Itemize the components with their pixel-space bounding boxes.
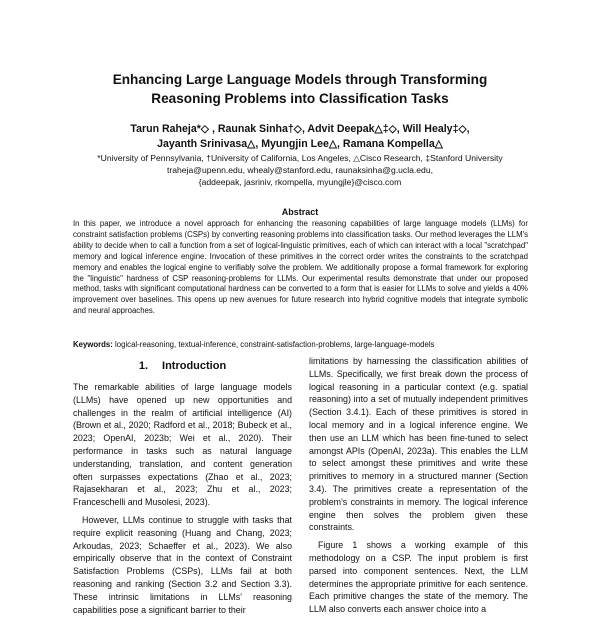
section-number: 1.	[138, 360, 149, 372]
email-line-1: traheja@upenn.edu, whealy@stanford.edu, raunaksinha@g.ucla.edu,	[166, 165, 434, 175]
keywords-label: Keywords:	[73, 340, 113, 349]
left-paragraph-2: However, LLMs continue to struggle with tasks that require explicit reasoning (Huang and Chang, 2023; Arkoudas, 2023; Schaeffer et al., 2023). We also empirically observe that in the context of Constraint Satisfaction Problems (CSPs), LLMs fail at both reasoning and ranking (Section 3.2 and Section 3.3). These intrinsic limitations in LLMs' reasoning capabilities pose a significant barrier to their	[73, 514, 292, 615]
paper-title	[60, 70, 540, 108]
left-paragraph-1: The remarkable abilities of large language models (LLMs) have opened up new opportunities and challenges in the realm of artificial intelligence (AI) (Brown et al., 2020; Radford et al., 2018; Bubeck et al., 2023; OpenAI, 2023b; Wei et al., 2020). Their performance in tasks such as natural language understanding, translation, and content generation often surpasses expectations (Zhao et al., 2023; Rajasekharan et al., 2023; Zhu et al., 2023; Franceschelli and Musolesi, 2023).	[73, 382, 292, 508]
authors-line-2: Jayanth Srinivasa△, Myungjin Lee△, Ramana Kompella△	[157, 138, 443, 150]
keywords	[73, 339, 528, 350]
title-line-1: Enhancing Large Language Models through Transforming	[112, 72, 488, 87]
abstract-text: In this paper, we introduce a novel approach for enhancing the reasoning capabilities of large language models (LLMs) for constraint satisfaction problems (CSPs) by converting reasoning problems into classification tasks. Our method leverages the LLM's ability to decide when to call a function from a set of logical-linguistic primitives, each of which can interact with a local "scratchpad" memory and logical inference engine. Invocation of these primitives in the correct order writes the constraints to the scratchpad memory and enables the logical engine to verifiably solve the problem. We additionally propose a formal framework for exploring the "linguistic" hardness of CSP reasoning-problems for LLMs. Our experimental results demonstrate that under our proposed method, tasks with significant computational hardness can be converted to a form that is easier for LLMs to solve and yields a 40% improvement over baselines. This opens up new avenues for future research into hybrid cognitive models that integrate symbolic and neural approaches.	[73, 219, 528, 316]
right-paragraph-2: Figure 1 shows a working example of this methodology on a CSP. The input problem is first parsed into component sentences. Next, the LLM determines the appropriate primitive for each sentence. Each primitive changes the state of the memory. The LLM also converts each answer choice into a	[309, 540, 528, 615]
keywords-text: logical-reasoning, textual-inference, constraint-satisfaction-problems, large-language-models	[115, 340, 435, 349]
title-line-2: Reasoning Problems into Classification Tasks	[151, 91, 449, 106]
author-list	[60, 122, 540, 152]
left-column	[73, 381, 292, 621]
email-line-2: {addeepak, jasriniv, rkompella, myungjle}@cisco.com	[198, 177, 402, 187]
affiliations	[60, 152, 540, 188]
section-title: Introduction	[162, 360, 227, 372]
right-paragraph-1: limitations by harnessing the classification abilities of LLMs. Specifically, we first break down the process of logical reasoning in a particular context (e.g. spatial reasoning) into a set of mutually independent primitives (Section 3.4.1). Each of these primitives is stored in local memory and in a logical inference engine. We then use an LLM which has been fine-tuned to select amongst APIs (OpenAI, 2023a). This enables the LLM to select amongst these primitives and write these primitives to memory in a structured manner (Section 3.4). The primitives create a representation of the problem's constraints in memory. The logical inference engine then solves the problem given these constraints.	[309, 356, 528, 533]
authors-line-1: Tarun Raheja*◇ , Raunak Sinha†◇, Advit Deepak△‡◇, Will Healy‡◇,	[130, 123, 470, 135]
affiliation-line: *University of Pennsylvania, †University of California, Los Angeles, △Cisco Research, ‡Stanford University	[97, 153, 503, 163]
abstract-heading: Abstract	[281, 207, 319, 217]
right-column	[309, 355, 528, 621]
section-heading	[73, 358, 292, 374]
